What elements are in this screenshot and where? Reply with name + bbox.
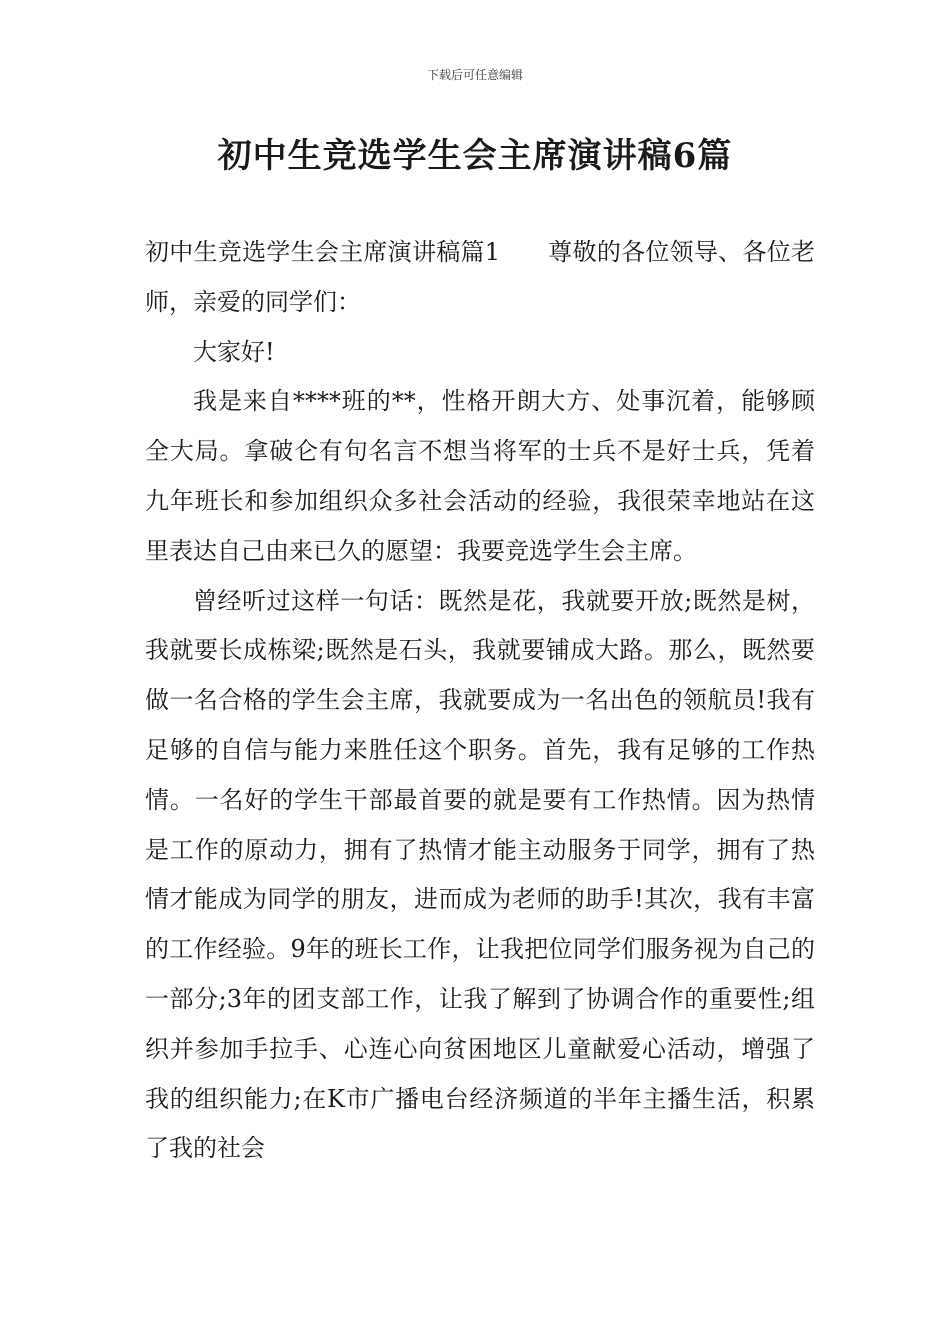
- body-paragraph: 曾经听过这样一句话：既然是花，我就要开放;既然是树，我就要长成栋梁;既然是石头，我就要铺成大路。那么，既然要做一名合格的学生会主席，我就要成为一名出色的领航员!我有足够的自信与能力来胜任这个职务。首先，我有足够的工作热情。一名好的学生干部最首要的就是要有工作热情。因为热情是工作的原动力，拥有了热情才能主动服务于同学，拥有了热情才能成为同学的朋友，进而成为老师的助手!其次，我有丰富的工作经验。9年的班长工作，让我把位同学们服务视为自己的一部分;3年的团支部工作，让我了解到了协调合作的重要性;组织并参加手拉手、心连心向贫困地区儿童献爱心活动，增强了我的组织能力;在K市广播电台经济频道的半年主播生活，积累了我的社会: [145, 586, 815, 1163]
- section-intro-paragraph: [145, 228, 815, 328]
- body-paragraph: 大家好!: [193, 337, 275, 366]
- document-body: [145, 228, 815, 1174]
- header-note: 下载后可任意编辑: [426, 68, 523, 82]
- document-title: 初中生竞选学生会主席演讲稿6篇: [217, 136, 733, 176]
- salutation: 尊敬的各位领导、各位老师，亲爱的同学们：: [145, 238, 815, 316]
- body-paragraph: 我是来自****班的**，性格开朗大方、处事沉着，能够顾全大局。拿破仑有句名言不想当将军的士兵不是好士兵，凭着九年班长和参加组织众多社会活动的经验，我很荣幸地站在这里表达自己由来已久的愿望：我要竞选学生会主席。: [145, 387, 815, 565]
- section-heading: 初中生竞选学生会主席演讲稿篇1: [145, 238, 501, 266]
